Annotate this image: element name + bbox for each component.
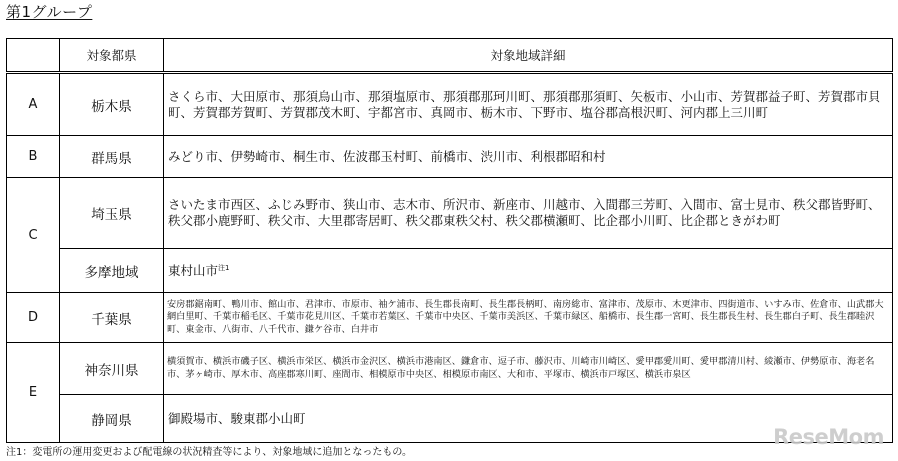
table-row: [7, 73, 893, 136]
table-header-row: [7, 39, 893, 73]
area-detail: 御殿場市、駿東郡小山町: [164, 395, 893, 443]
area-detail: 安房郡鋸南町、鴨川市、館山市、君津市、市原市、袖ケ浦市、長生郡長南町、長生郡長柄町、南房総市、富津市、茂原市、木更津市、四街道市、いすみ市、佐倉市、山武郡大網白里町、千葉市稲毛区、千葉市花見川区、千葉市若葉区、千葉市中央区、千葉市美浜区、千葉市緑区、船橋市、長生郡一宮町、長生郡長生村、長生郡白子町、長生郡睦沢町、東金市、八街市、八千代市、鎌ケ谷市、白井市: [164, 293, 893, 343]
table-row: [7, 395, 893, 443]
table-row: [7, 249, 893, 293]
table-row: [7, 343, 893, 395]
footnote: 注1：変電所の運用変更および配電線の状況精査等により、対象地域に追加となったもの。: [6, 447, 412, 458]
prefecture-name: 静岡県: [60, 395, 164, 443]
prefecture-name: 神奈川県: [60, 343, 164, 395]
area-detail: さいたま市西区、ふじみ野市、狭山市、志木市、所沢市、新座市、川越市、入間郡三芳町、入間市、富士見市、秩父郡皆野町、秩父郡小鹿野町、秩父市、大里郡寄居町、秩父郡東秩父村、秩父郡横瀬町、比企郡小川町、比企郡ときがわ町: [164, 178, 893, 249]
area-detail-text: 東村山市: [168, 262, 219, 278]
prefecture-name: 多摩地域: [60, 249, 164, 293]
prefecture-name: 栃木県: [60, 73, 164, 136]
group-label: C: [7, 178, 60, 293]
header-group: [7, 39, 60, 73]
area-detail: みどり市、伊勢崎市、桐生市、佐波郡玉村町、前橋市、渋川市、利根郡昭和村: [164, 136, 893, 178]
table-row: [7, 178, 893, 249]
header-area-detail: 対象地域詳細: [164, 39, 893, 73]
group-title: 第1グループ: [6, 3, 93, 21]
area-detail: 横須賀市、横浜市磯子区、横浜市栄区、横浜市金沢区、横浜市港南区、鎌倉市、逗子市、藤沢市、川崎市川崎区、愛甲郡愛川町、愛甲郡清川村、綾瀬市、伊勢原市、海老名市、茅ヶ崎市、厚木市、高座郡寒川町、座間市、相模原市中央区、相模原市南区、大和市、平塚市、横浜市戸塚区、横浜市泉区: [164, 343, 893, 395]
group-label: A: [7, 73, 60, 136]
prefecture-name: 埼玉県: [60, 178, 164, 249]
region-table: [6, 38, 893, 443]
group-label: D: [7, 293, 60, 343]
area-detail: [164, 249, 893, 293]
group-label: B: [7, 136, 60, 178]
header-prefecture: 対象都県: [60, 39, 164, 73]
table-row: [7, 136, 893, 178]
prefecture-name: 千葉県: [60, 293, 164, 343]
table-row: [7, 293, 893, 343]
prefecture-name: 群馬県: [60, 136, 164, 178]
footnote-marker: 注1: [218, 263, 230, 272]
resemom-logo: ReseMom: [773, 425, 884, 449]
area-detail: さくら市、大田原市、那須烏山市、那須塩原市、那須郡那珂川町、那須郡那須町、矢板市、小山市、芳賀郡益子町、芳賀郡市貝町、芳賀郡芳賀町、芳賀郡茂木町、宇都宮市、真岡市、栃木市、下野市、塩谷郡高根沢町、河内郡上三川町: [164, 73, 893, 136]
group-label: E: [7, 343, 60, 443]
